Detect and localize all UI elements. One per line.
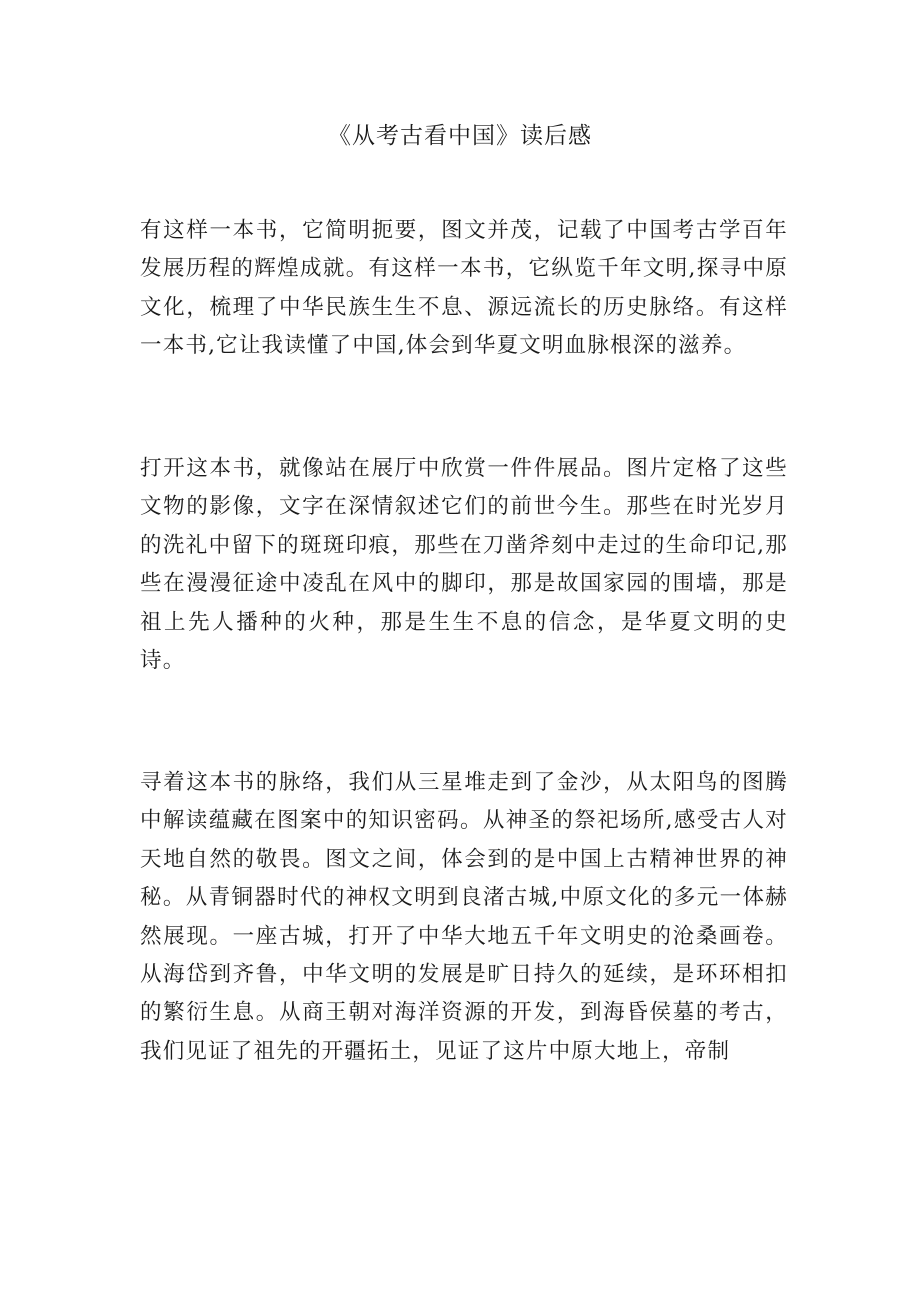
paragraph-3: 寻着这本书的脉络，我们从三星堆走到了金沙，从太阳鸟的图腾中解读蕴藏在图案中的知识密码。从神圣的祭祀场所,感受古人对天地自然的敬畏。图文之间，体会到的是中国上古精神世界的神秘。从青铜器时代的神权文明到良渚古城,中原文化的多元一体赫然展现。一座古城，打开了中华大地五千年文明史的沧桑画卷。从海岱到齐鲁，中华文明的发展是旷日持久的延续，是环环相扣的繁衍生息。从商王朝对海洋资源的开发，到海昏侯墓的考古，我们见证了祖先的开疆拓土，见证了这片中原大地上，帝制: [140, 770, 788, 1064]
paragraph-2: 打开这本书，就像站在展厅中欣赏一件件展品。图片定格了这些文物的影像，文字在深情叙述它们的前世今生。那些在时光岁月的洗礼中留下的斑斑印痕，那些在刀凿斧刻中走过的生命印记,那些在漫漫征途中凌乱在风中的脚印，那是故国家园的围墙，那是祖上先人播种的火种，那是生生不息的信念，是华夏文明的史诗。: [140, 456, 788, 674]
document-title: 《从考古看中国》读后感: [328, 123, 592, 149]
paragraph-1: 有这样一本书，它简明扼要，图文并茂，记载了中国考古学百年发展历程的辉煌成就。有这样一本书，它纵览千年文明,探寻中原文化，梳理了中华民族生生不息、源远流长的历史脉络。有这样一本书,它让我读懂了中国,体会到华夏文明血脉根深的滋养。: [140, 218, 788, 359]
